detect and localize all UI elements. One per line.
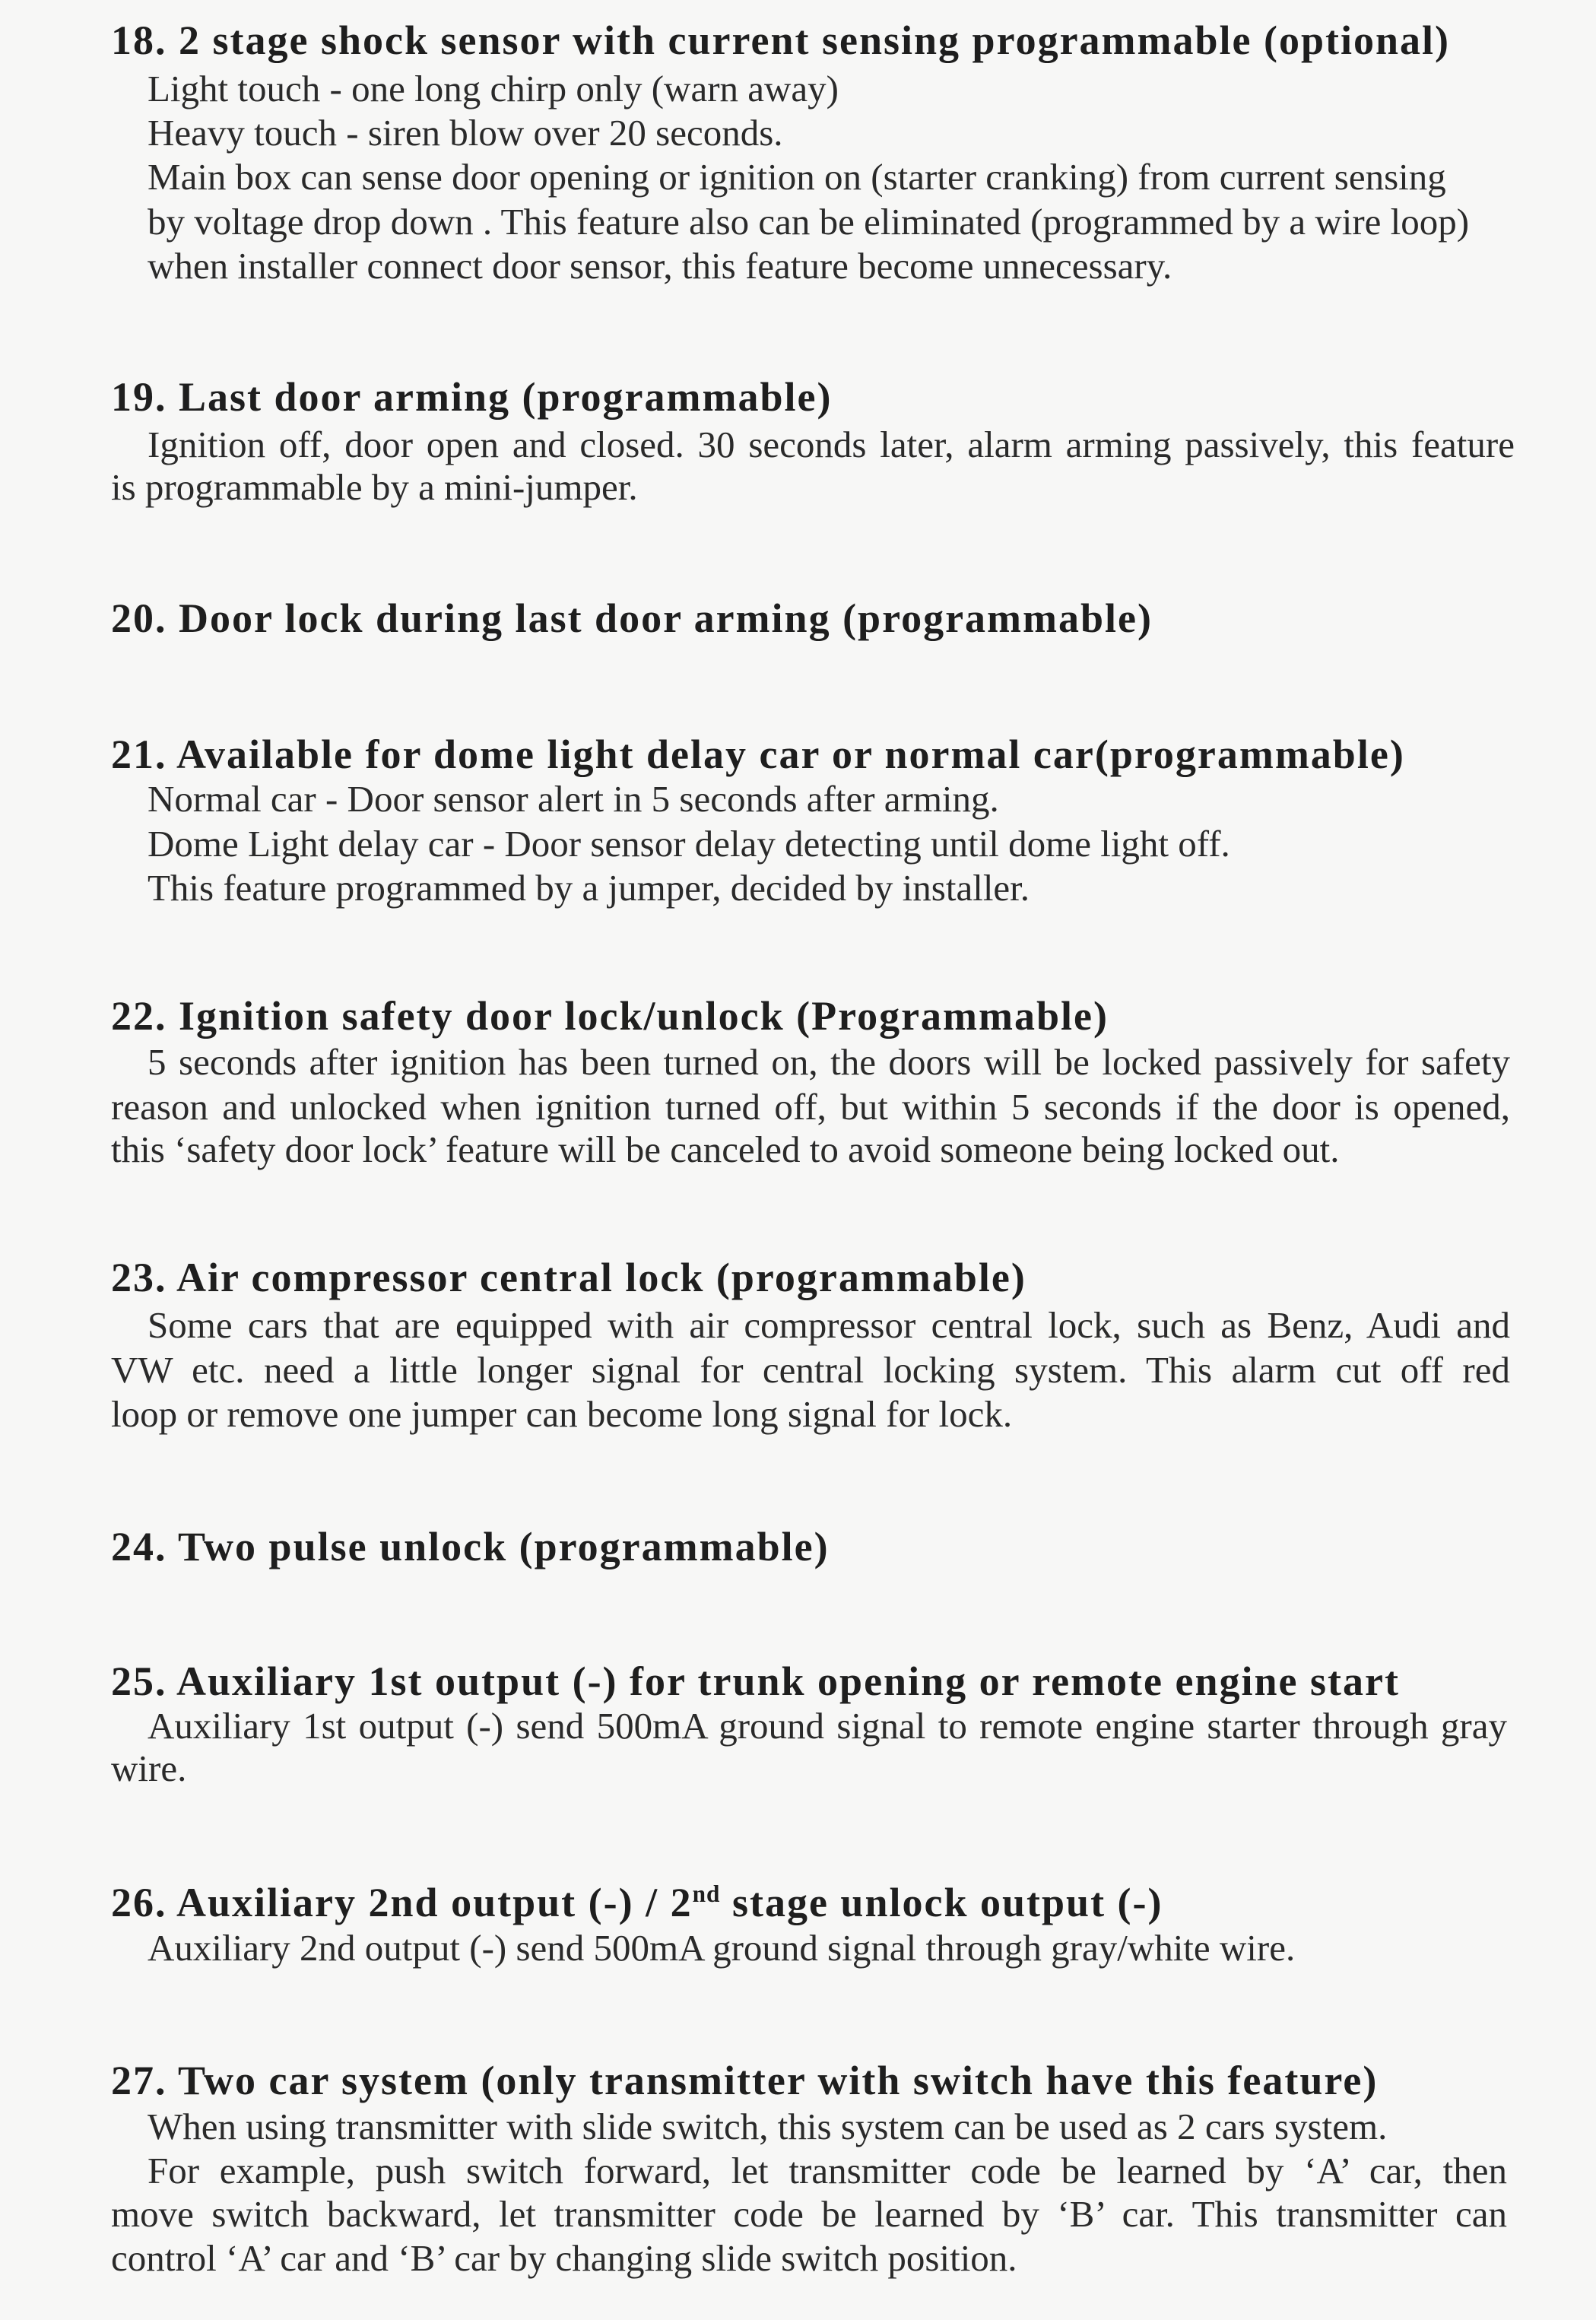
section-18-line-2: Heavy touch - siren blow over 20 seconds. (148, 112, 783, 154)
section-18-line-5: when installer connect door sensor, this feature become unnecessary. (148, 245, 1172, 287)
section-27-line-1: When using transmitter with slide switch, this system can be used as 2 cars system. (148, 2106, 1388, 2147)
section-23-line-1: Some cars that are equipped with air compressor central lock, such as Benz, Audi and (148, 1304, 1510, 1346)
heading-22: 22. Ignition safety door lock/unlock (Programmable) (111, 993, 1109, 1039)
section-22-line-2: reason and unlocked when ignition turned off, but within 5 seconds if the door is opened, (111, 1086, 1510, 1128)
section-21-line-3: This feature programmed by a jumper, decided by installer. (148, 867, 1030, 909)
section-19-line-1: Ignition off, door open and closed. 30 seconds later, alarm arming passively, this feature (148, 424, 1515, 465)
section-25-line-2: wire. (111, 1747, 187, 1789)
heading-19: 19. Last door arming (programmable) (111, 374, 833, 420)
section-21-line-2: Dome Light delay car - Door sensor delay detecting until dome light off. (148, 823, 1230, 865)
heading-23: 23. Air compressor central lock (programmable) (111, 1255, 1026, 1300)
heading-26-superscript: nd (692, 1880, 721, 1908)
section-27-line-2: For example, push switch forward, let transmitter code be learned by ‘A’ car, then (148, 2150, 1507, 2191)
section-18-line-4: by voltage drop down . This feature also can be eliminated (programmed by a wire loop) (148, 201, 1470, 243)
heading-26-text: 26. Auxiliary 2nd output (-) / 2 (111, 1880, 693, 1925)
section-22-line-1: 5 seconds after ignition has been turned on, the doors will be locked passively for safety (148, 1041, 1510, 1083)
section-26-line-1: Auxiliary 2nd output (-) send 500mA ground signal through gray/white wire. (148, 1927, 1296, 1969)
section-25-line-1: Auxiliary 1st output (-) send 500mA ground signal to remote engine starter through gray (148, 1705, 1507, 1747)
section-22-line-3: this ‘safety door lock’ feature will be canceled to avoid someone being locked out. (111, 1128, 1340, 1170)
heading-26-rest: stage unlock output (-) (720, 1880, 1163, 1925)
section-21-line-1: Normal car - Door sensor alert in 5 seconds after arming. (148, 778, 999, 820)
section-18-line-3: Main box can sense door opening or ignition on (starter cranking) from current sensing (148, 156, 1446, 198)
heading-18: 18. 2 stage shock sensor with current sensing programmable (optional) (111, 17, 1451, 63)
heading-21: 21. Available for dome light delay car or normal car(programmable) (111, 732, 1405, 777)
section-27-line-3: move switch backward, let transmitter code be learned by ‘B’ car. This transmitter can (111, 2193, 1507, 2235)
heading-27: 27. Two car system (only transmitter with switch have this feature) (111, 2058, 1379, 2103)
heading-25: 25. Auxiliary 1st output (-) for trunk opening or remote engine start (111, 1658, 1400, 1704)
section-23-line-3: loop or remove one jumper can become long signal for lock. (111, 1393, 1013, 1435)
section-18-line-1: Light touch - one long chirp only (warn away) (148, 68, 839, 109)
section-27-line-4: control ‘A’ car and ‘B’ car by changing slide switch position. (111, 2237, 1017, 2279)
section-23-line-2: VW etc. need a little longer signal for central locking system. This alarm cut off red (111, 1349, 1510, 1391)
heading-24: 24. Two pulse unlock (programmable) (111, 1524, 830, 1569)
section-19-line-2: is programmable by a mini-jumper. (111, 466, 638, 508)
heading-20: 20. Door lock during last door arming (programmable) (111, 595, 1153, 641)
heading-26 (111, 1878, 1163, 1927)
